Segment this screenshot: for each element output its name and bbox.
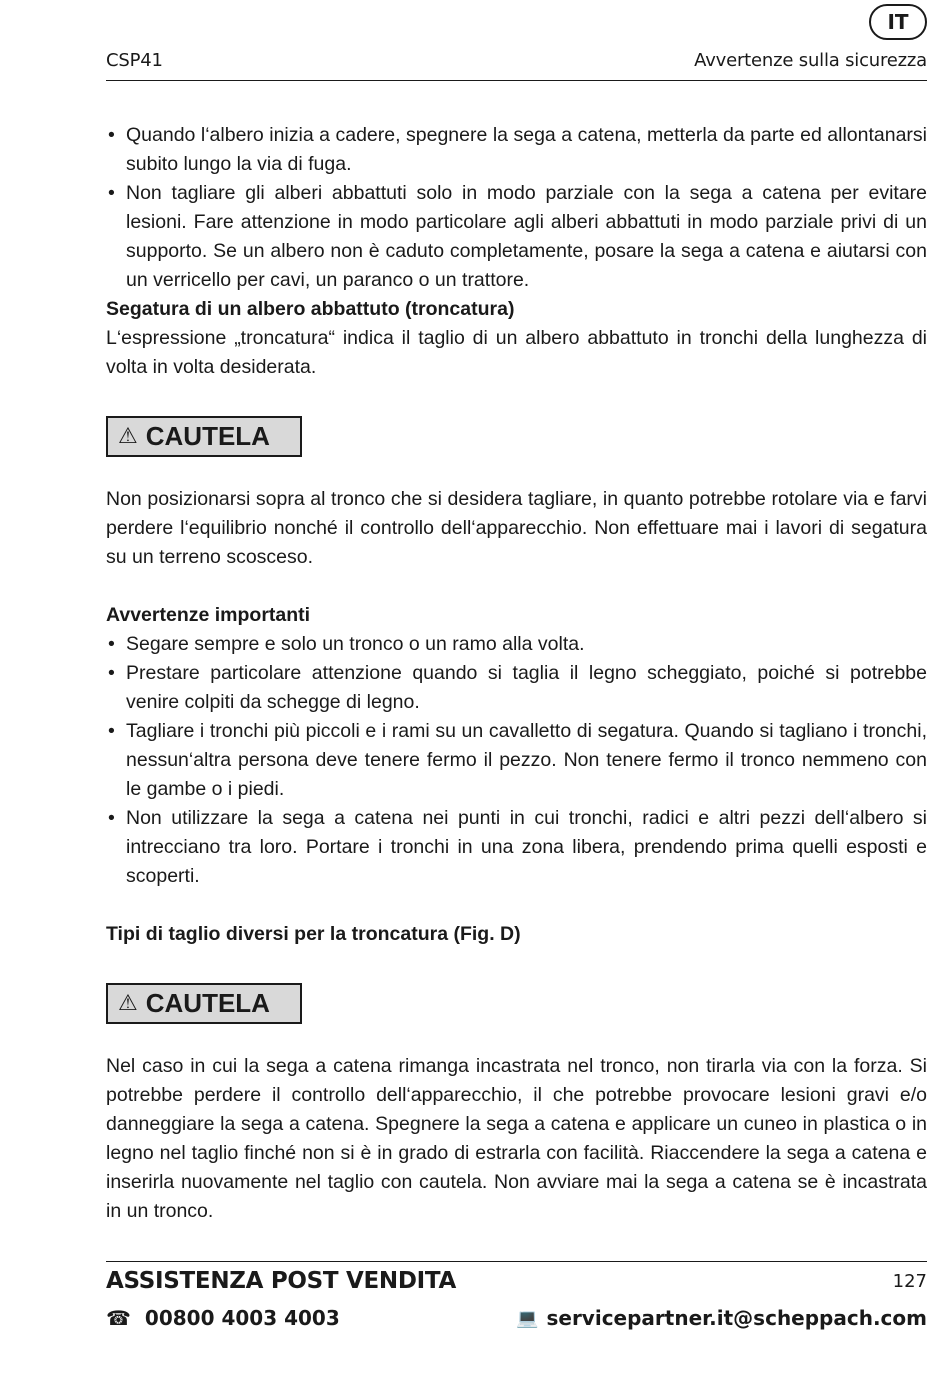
- footer-email: [516, 1306, 927, 1330]
- bucking-paragraph: L‘espressione „troncatura“ indica il taglio di un albero abbattuto in tronchi della lunghezza di volta in volta desiderata.: [106, 327, 927, 378]
- list-item: • Quando l‘albero inizia a cadere, spegnere la sega a catena, metterla da parte ed allontanarsi subito lungo la via di fuga.: [106, 121, 927, 179]
- caution-paragraph: Non posizionarsi sopra al tronco che si desidera tagliare, in quanto potrebbe rotolare via e farvi perdere l‘equilibrio nonché il controllo dell‘apparecchio. Non effettuare mai i lavori di segatura su un terreno scosceso.: [106, 488, 927, 568]
- caution-label: CAUTELA: [145, 988, 270, 1018]
- list-item: • Non utilizzare la sega a catena nei punti in cui tronchi, radici e altri pezzi dell‘albero si intrecciano tra loro. Portare i tronchi in una zona libera, prendendo prima quelli esposti e scoperti.: [106, 804, 927, 891]
- cut-types-heading: Tipi di taglio diversi per la troncatura (Fig. D): [106, 923, 521, 945]
- list-item: • Tagliare i tronchi più piccoli e i rami su un cavalletto di segatura. Quando si tagliano i tronchi, nessun‘altra persona deve tenere fermo il pezzo. Non tenere fermo il tronco nemmeno con le gambe o i piedi.: [106, 717, 927, 804]
- important-heading: Avvertenze importanti: [106, 604, 311, 626]
- page-header: [106, 50, 927, 81]
- felling-bullet-list: [106, 121, 927, 295]
- section-title: Avvertenze sulla sicurezza: [694, 50, 927, 71]
- footer-divider: [106, 1261, 927, 1262]
- caution-box: [106, 983, 302, 1024]
- warning-icon: ⚠: [118, 990, 138, 1016]
- email-address: servicepartner.it@scheppach.com: [546, 1306, 927, 1330]
- model-name: CSP41: [106, 50, 163, 71]
- laptop-icon: 💻: [516, 1307, 539, 1329]
- footer-phone: [106, 1306, 340, 1330]
- caution-label: CAUTELA: [145, 421, 270, 451]
- language-badge: IT: [869, 4, 927, 40]
- footer-title: ASSISTENZA POST VENDITA: [106, 1268, 457, 1294]
- important-bullet-list: [106, 630, 927, 891]
- phone-icon: ☎: [106, 1306, 131, 1330]
- list-item: • Segare sempre e solo un tronco o un ramo alla volta.: [106, 630, 927, 659]
- page-number: 127: [892, 1271, 927, 1292]
- main-content: [106, 121, 927, 1226]
- caution-paragraph: Nel caso in cui la sega a catena rimanga incastrata nel tronco, non tirarla via con la forza. Si potrebbe perdere il controllo dell‘apparecchio, il che potrebbe provocare lesioni gravi e/o danneggiare la sega a catena. Spegnere la sega a catena e applicare un cuneo in plastica o in legno nel taglio finché non si è in grado di estrarla con facilità. Riaccendere la sega a catena e inserirla nuovamente nel taglio con cautela. Non avviare mai la sega a catena se è incastrata in un tronco.: [106, 1055, 927, 1222]
- list-item: • Prestare particolare attenzione quando si taglia il legno scheggiato, poiché si potrebbe venire colpiti da schegge di legno.: [106, 659, 927, 717]
- list-item: • Non tagliare gli alberi abbattuti solo in modo parziale con la sega a catena per evitare lesioni. Fare attenzione in modo particolare agli alberi abbattuti in modo parziale privi di un supporto. Se un albero non è caduto completamente, posare la sega a catena e aiutarsi con un verricello per cavi, un paranco o un trattore.: [106, 179, 927, 295]
- caution-box: [106, 416, 302, 457]
- bucking-heading: Segatura di un albero abbattuto (troncatura): [106, 298, 515, 320]
- warning-icon: ⚠: [118, 423, 138, 449]
- phone-number: 00800 4003 4003: [144, 1306, 340, 1330]
